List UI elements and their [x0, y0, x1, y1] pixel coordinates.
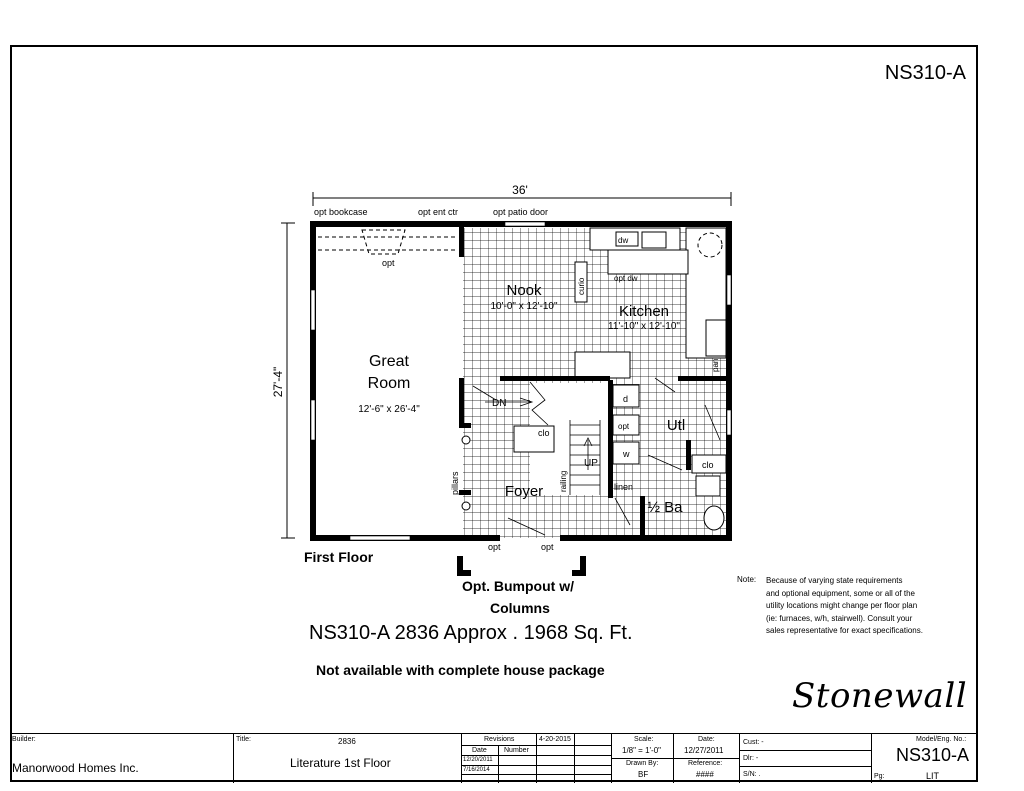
- title-block: [10, 733, 978, 783]
- opt-utility-label: opt: [618, 422, 630, 431]
- note-text: [766, 575, 923, 638]
- note-line: Because of varying state requirements: [766, 576, 903, 585]
- dryer-label: d: [623, 394, 629, 404]
- curio-label: curio: [577, 277, 586, 295]
- fireplace-opt-label: opt: [382, 258, 395, 268]
- toilet: [696, 476, 720, 496]
- bar-counter: [575, 352, 630, 378]
- note-line: and optional equipment, some or all of the: [766, 588, 915, 598]
- bumpout: [457, 556, 586, 576]
- vanity-sink: [704, 506, 724, 530]
- sink: [642, 232, 666, 248]
- pantry: [706, 320, 726, 356]
- date-cell: Date: 12/27/2011 Reference: ####: [674, 734, 740, 783]
- dw-label: dw: [618, 236, 629, 245]
- builder-cell: Builder: Manorwood Homes Inc.: [10, 734, 234, 783]
- availability-note: Not available with complete house package: [316, 662, 605, 678]
- model-cell: Model/Eng. No.: NS310-A Pg: LIT: [874, 736, 970, 781]
- pillars-label: pillars: [450, 471, 460, 495]
- scale-cell: Scale: 1/8" = 1'-0" Drawn By: BF: [612, 734, 674, 783]
- plan-title: NS310-A 2836 Approx . 1968 Sq. Ft.: [309, 622, 633, 644]
- kitchen-label: Kitchen: [618, 303, 670, 320]
- half-bath-label: ½ Ba: [647, 499, 683, 516]
- customer-cell: Cust: - Dlr: - S/N: .: [740, 734, 872, 783]
- great-room-label-2: Room: [367, 375, 411, 392]
- drawing-title: Literature 1st Floor: [290, 756, 391, 770]
- foyer-label: Foyer: [504, 483, 544, 500]
- callout-patio-door: opt patio door: [493, 207, 549, 217]
- model-number-block: NS310-A: [896, 745, 970, 765]
- bumpout-line1: Opt. Bumpout w/: [462, 578, 574, 594]
- great-room-label-1: Great: [368, 353, 410, 370]
- washer-label: w: [623, 449, 630, 459]
- great-room-size: 12'-6" x 26'-4": [358, 404, 420, 415]
- opt-left-label: opt: [488, 542, 501, 552]
- utility-label: Utl: [666, 417, 686, 434]
- title-cell: Title: 2836 Literature 1st Floor: [234, 734, 462, 783]
- revisions-cell: Revisions 4-20-2015 Date Number 12/20/2011 7/16/2014: [462, 734, 612, 783]
- kitchen-island: [608, 250, 688, 274]
- railing-label: railing: [559, 470, 568, 492]
- dn-label: DN: [492, 398, 507, 409]
- note-line: sales representative for exact specifications.: [766, 626, 923, 636]
- note-line: utility locations might change per floor plan: [766, 601, 918, 611]
- width-dimension: 36': [512, 183, 528, 197]
- up-label: UP: [584, 458, 598, 469]
- callout-ent-ctr: opt ent ctr: [418, 207, 459, 217]
- note-label: Note:: [737, 575, 757, 584]
- floor-label: First Floor: [304, 549, 374, 565]
- model-number-top: NS310-A: [884, 62, 966, 84]
- opt-right-label: opt: [541, 542, 554, 552]
- note-line: (ie: furnaces, w/h, stairwell). Consult your: [766, 613, 913, 623]
- kitchen-size: 11'-10" x 12'-10": [608, 321, 680, 332]
- nook-label: Nook: [506, 282, 542, 299]
- pan-label: pan: [711, 358, 720, 372]
- callout-bookcase: opt bookcase: [314, 207, 368, 217]
- builder-name: Manorwood Homes Inc.: [12, 761, 139, 775]
- bumpout-line2: Columns: [490, 600, 550, 616]
- depth-dimension: 27'-4": [271, 366, 285, 398]
- nook-size: 10'-0" x 12'-10": [490, 301, 558, 312]
- clo-label: clo: [538, 428, 550, 438]
- plan-name-signature: Stonewall: [792, 676, 968, 716]
- linen-label: linen: [614, 482, 634, 492]
- clo2-label: clo: [702, 460, 714, 470]
- opt-dw-label: opt dw: [614, 274, 638, 283]
